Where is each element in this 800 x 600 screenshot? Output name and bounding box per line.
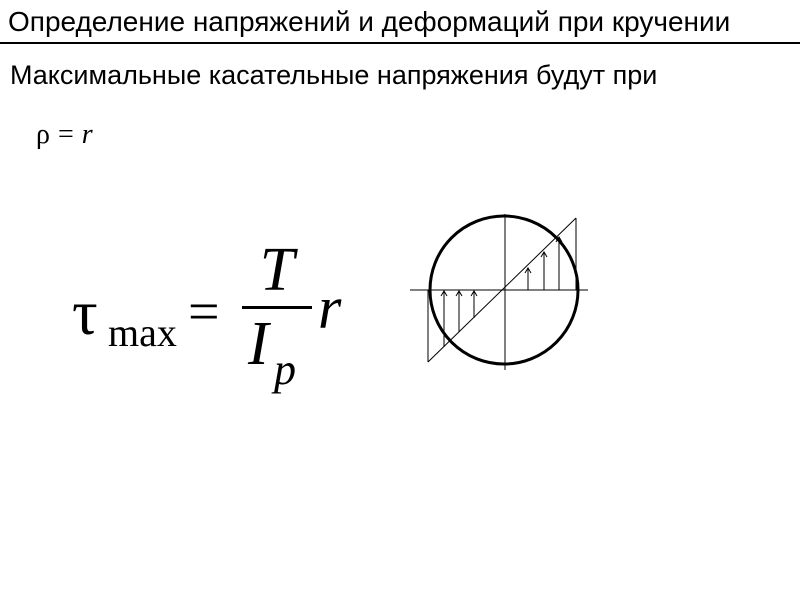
rho-equals: =: [57, 119, 74, 150]
tau-subscript: max: [108, 310, 177, 355]
slide-subtitle: Максимальные касательные напряжения будут при: [10, 60, 658, 90]
slide-title: Определение напряжений и деформаций при кручении: [8, 6, 731, 37]
formula-equals: =: [188, 281, 220, 343]
denominator-subscript: p: [274, 345, 296, 394]
formula-denominator: I: [248, 310, 269, 378]
radius-symbol: r: [81, 119, 93, 150]
title-divider: [0, 42, 800, 44]
fraction-bar: [242, 306, 312, 309]
shear-stress-diagram: [400, 210, 600, 390]
rho-condition: [36, 118, 93, 152]
formula-numerator: T: [259, 236, 295, 304]
tau-symbol: τ: [72, 277, 98, 348]
max-shear-formula: [72, 236, 372, 396]
formula-radius: r: [318, 275, 342, 341]
rho-symbol: ρ: [36, 119, 50, 150]
